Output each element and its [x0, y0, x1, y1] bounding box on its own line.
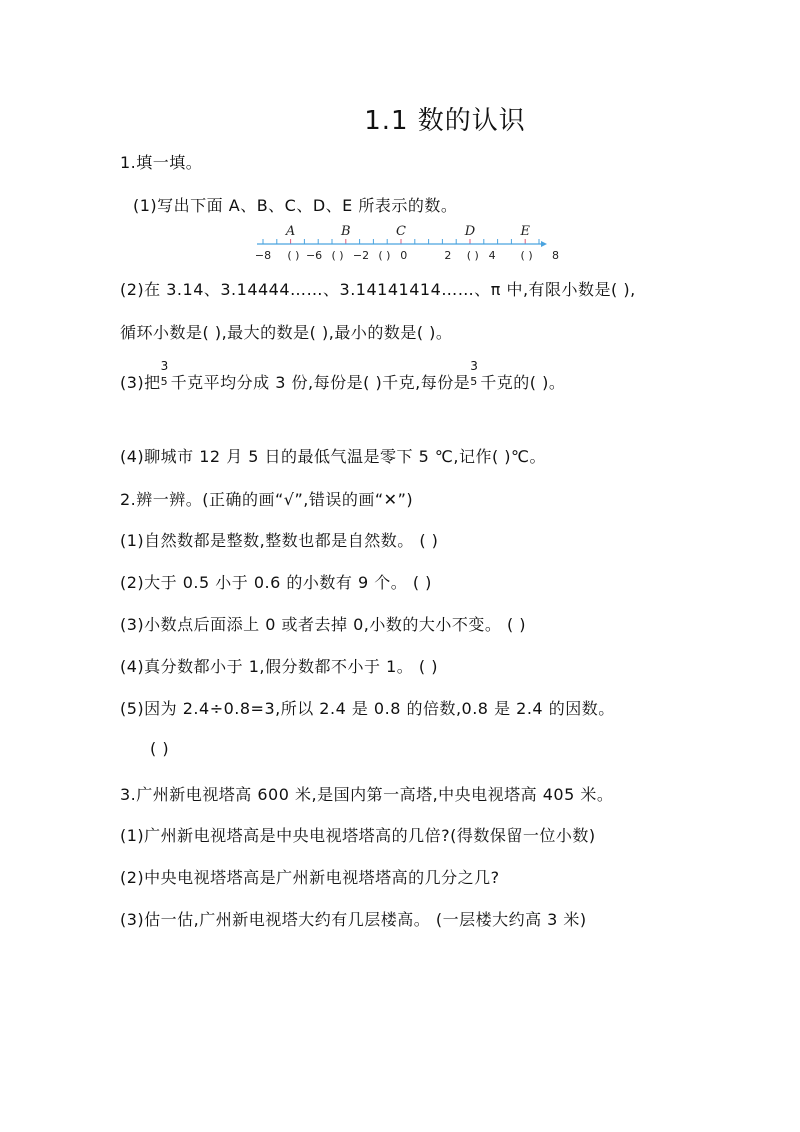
number-line-label: −2 [352, 249, 370, 262]
number-line-label: ( ) [287, 249, 300, 262]
number-line-letter-d: D [464, 224, 476, 239]
number-line-label: ( ) [520, 249, 533, 262]
q2-item-2: (2)大于 0.5 小于 0.6 的小数有 9 个。 ( ) [120, 573, 432, 592]
number-line-label: 4 [488, 249, 496, 262]
number-line-letters [285, 224, 531, 239]
q1-part2b: 循环小数是( ),最大的数是( ),最小的数是( )。 [120, 323, 453, 342]
number-line-letter-e: E [520, 224, 530, 239]
number-line-label: ( ) [378, 249, 391, 262]
number-line-label: ( ) [331, 249, 344, 262]
number-line-label: 8 [552, 249, 560, 262]
fraction-numerator-2: 3 [470, 359, 479, 373]
q3-heading: 3.广州新电视塔高 600 米,是国内第一高塔,中央电视塔高 405 米。 [120, 785, 614, 804]
number-line-ticks [263, 239, 539, 244]
q1-part3-post: 千克的( )。 [480, 373, 566, 392]
q1-part1: (1)写出下面 A、B、C、D、E 所表示的数。 [133, 196, 458, 215]
number-line-letter-c: C [396, 224, 406, 239]
q1-part4: (4)聊城市 12 月 5 日的最低气温是零下 5 ℃,记作( )℃。 [120, 447, 546, 466]
q2-item-4: (4)真分数都小于 1,假分数都不小于 1。 ( ) [120, 657, 438, 676]
q3-item-3: (3)估一估,广州新电视塔大约有几层楼高。 (一层楼大约高 3 米) [120, 910, 587, 929]
q2-heading: 2.辨一辨。(正确的画“√”,错误的画“✕”) [120, 490, 414, 509]
number-line-label: 0 [400, 249, 408, 262]
number-line-letter-a: A [285, 224, 296, 239]
fraction-denominator: 5 [160, 375, 169, 388]
fraction-numerator: 3 [160, 359, 169, 373]
q2-item-3: (3)小数点后面添上 0 或者去掉 0,小数的大小不变。 ( ) [120, 615, 527, 634]
q1-part3-mid: 千克平均分成 3 份,每份是( )千克,每份是 [170, 373, 471, 392]
number-line [254, 222, 560, 264]
page-title: 1.1 数的认识 [364, 106, 526, 136]
q1-part2a: (2)在 3.14、3.14444……、3.14141414……、π 中,有限小数是( ), [120, 280, 636, 299]
number-line-letter-b: B [341, 224, 351, 239]
q2-item-1: (1)自然数都是整数,整数也都是自然数。 ( ) [120, 531, 439, 550]
fraction-denominator-2: 5 [470, 375, 478, 388]
q3-item-1: (1)广州新电视塔高是中央电视塔塔高的几倍?(得数保留一位小数) [120, 826, 596, 845]
q1-part3 [120, 359, 566, 393]
number-line-label: −6 [305, 249, 323, 262]
fraction-three-fifths-2 [470, 359, 480, 391]
number-line-labels [255, 249, 559, 262]
number-line-label: ( ) [466, 249, 479, 262]
fraction-three-fifths [160, 359, 171, 391]
number-line-svg [254, 222, 560, 264]
q2-item-5: (5)因为 2.4÷0.8=3,所以 2.4 是 0.8 的倍数,0.8 是 2.4 的因数。 [120, 699, 615, 718]
number-line-label: 2 [444, 249, 452, 262]
q1-part3-pre: (3)把 [120, 373, 161, 392]
q3-item-2: (2)中央电视塔塔高是广州新电视塔塔高的几分之几? [120, 868, 500, 887]
number-line-arrow [541, 241, 547, 247]
q1-heading: 1.填一填。 [120, 153, 203, 172]
q2-item-5-answer-paren: ( ) [150, 739, 170, 758]
number-line-label: −8 [254, 249, 272, 262]
